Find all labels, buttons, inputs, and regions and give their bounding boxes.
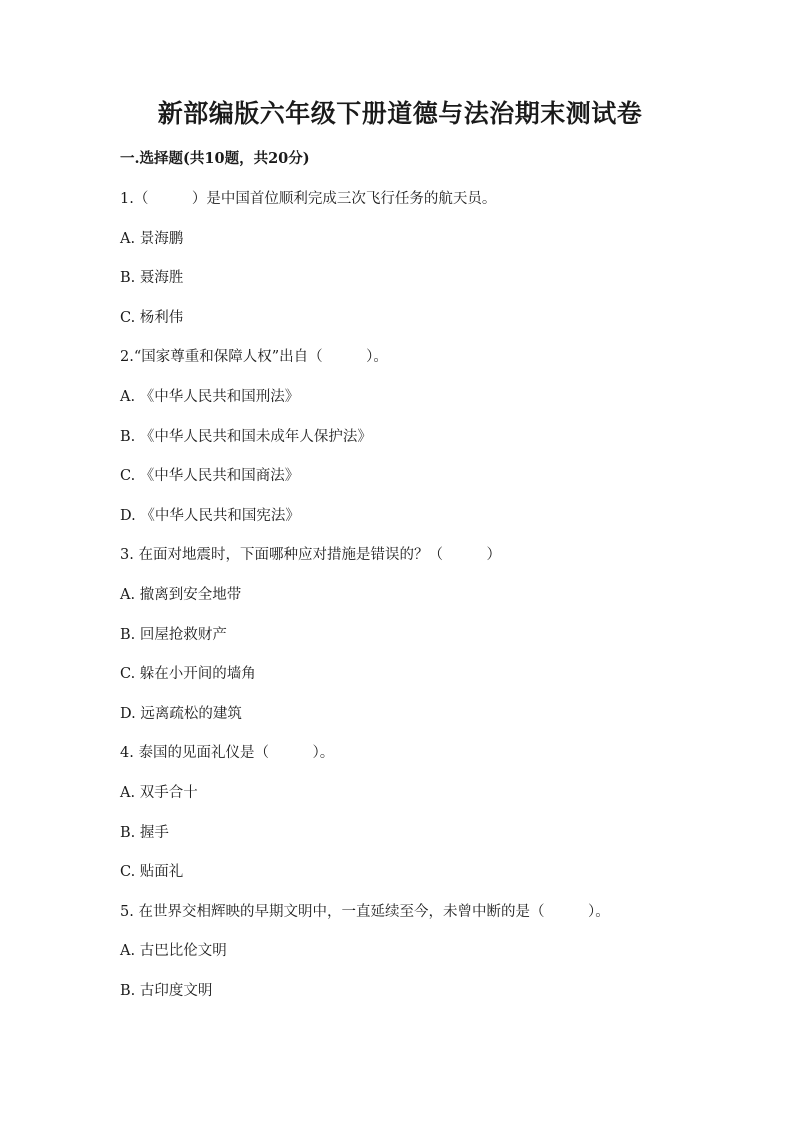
question-4-option-c: C. 贴面礼 — [120, 864, 184, 880]
exam-title: 新部编版六年级下册道德与法治期末测试卷 — [157, 99, 643, 128]
question-2-option-c: C. 《中华人民共和国商法》 — [120, 468, 300, 484]
question-3-option-a: A. 撤离到安全地带 — [120, 587, 242, 603]
question-2-stem: 2.“国家尊重和保障人权”出自（ ）。 — [120, 349, 388, 365]
question-1-stem: 1.（ ）是中国首位顺利完成三次飞行任务的航天员。 — [120, 191, 497, 207]
question-2-option-a: A. 《中华人民共和国刑法》 — [120, 389, 300, 405]
question-5-option-a: A. 古巴比伦文明 — [120, 943, 227, 959]
question-3-option-d: D. 远离疏松的建筑 — [120, 706, 242, 722]
question-4-option-b: B. 握手 — [120, 825, 169, 841]
question-5-option-b: B. 古印度文明 — [120, 983, 213, 999]
question-1-option-c: C. 杨利伟 — [120, 310, 184, 326]
question-4-option-a: A. 双手合十 — [120, 785, 198, 801]
question-5-stem: 5. 在世界交相辉映的早期文明中，一直延续至今，未曾中断的是（ ）。 — [120, 904, 610, 920]
question-3-stem: 3. 在面对地震时，下面哪种应对措施是错误的？（ ） — [120, 547, 501, 563]
question-3-option-b: B. 回屋抢救财产 — [120, 627, 227, 643]
section-heading: 一.选择题(共10题，共20分) — [120, 150, 310, 167]
question-1-option-b: B. 聂海胜 — [120, 270, 184, 286]
question-3-option-c: C. 躲在小开间的墙角 — [120, 666, 256, 682]
question-1-option-a: A. 景海鹏 — [120, 231, 184, 247]
question-2-option-b: B. 《中华人民共和国未成年人保护法》 — [120, 429, 372, 445]
question-2-option-d: D. 《中华人民共和国宪法》 — [120, 508, 300, 524]
question-4-stem: 4. 泰国的见面礼仪是（ ）。 — [120, 745, 335, 761]
